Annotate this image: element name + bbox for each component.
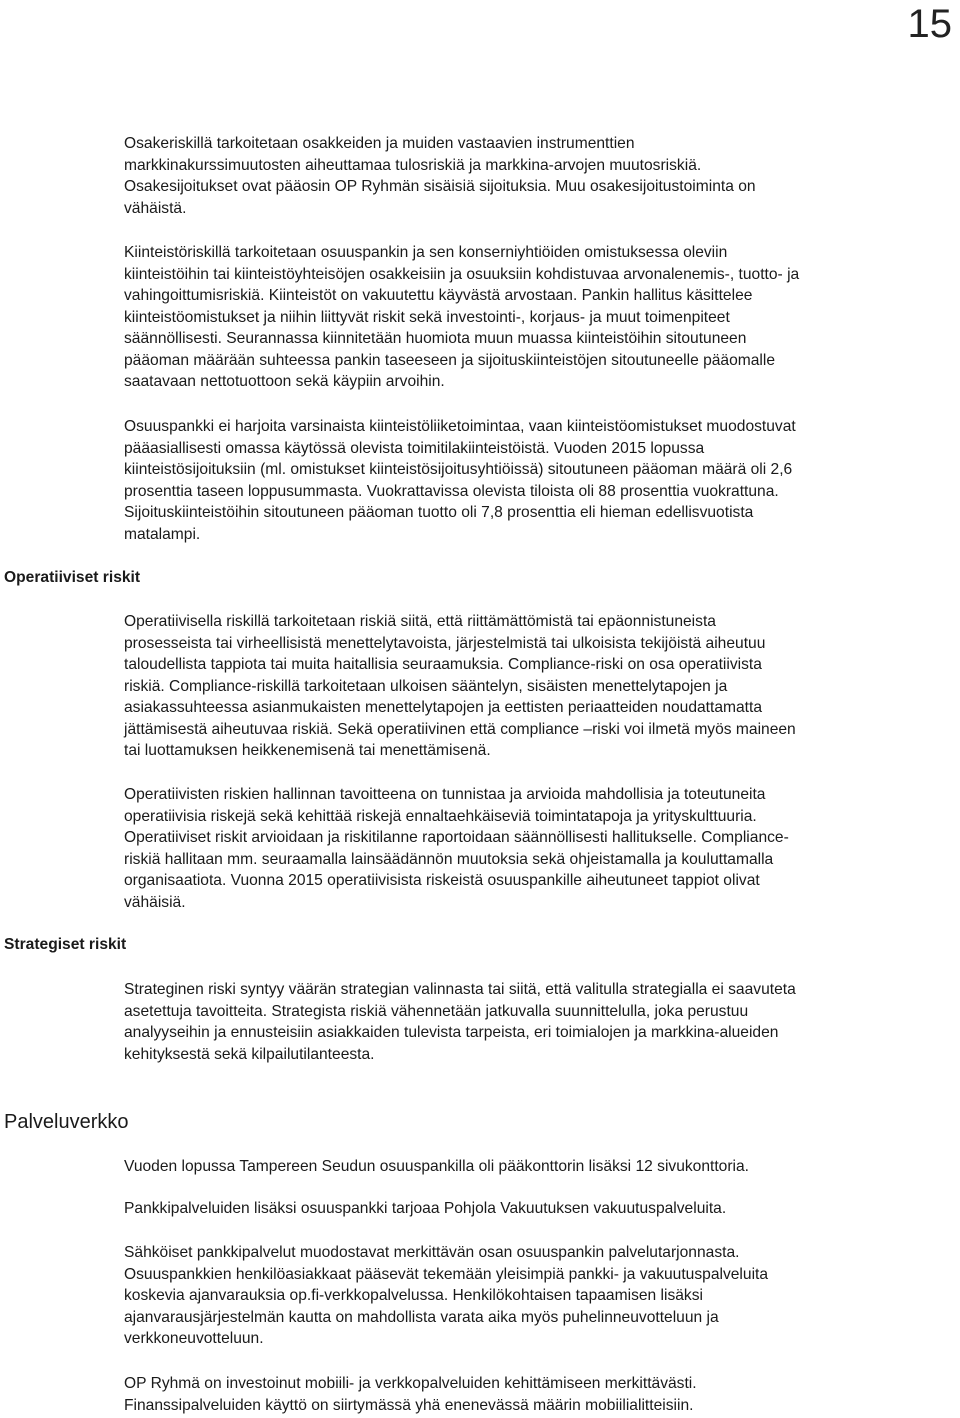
- strategic-risks-heading: Strategiset riskit: [4, 936, 127, 953]
- real-estate-risk-paragraph: Kiinteistöriskillä tarkoitetaan osuuspankin ja sen konserniyhtiöiden omistuksessa oleviin kiinteistöihin tai kiinteistöyhteisöjen osakkeisiin ja osuuksiin kohdistuvaa arvonalenemis-, tuotto- ja vahingoittumisriskiä. Kiinteistöt on vakuutettu käyvästä arvostaan. Pankin hallitus käsittelee kiinteistöomistukset ja niihin liittyvät riskit sekä investointi-, korjaus- ja muut toimenpiteet säännöllisesti. Seurannassa kiinnitetään huomiota muun muassa kiinteistöihin sitoutuneen pääoman määrään suhteessa pankin taseeseen ja sijoituskiinteistöjen sitoutuneelle pääomalle saatavaan nettotuottoon sekä käypiin arvoihin.: [124, 244, 800, 390]
- branches-paragraph: Vuoden lopussa Tampereen Seudun osuuspankilla oli pääkonttorin lisäksi 12 sivukonttoria.: [124, 1158, 750, 1175]
- electronic-services-paragraph: Sähköiset pankkipalvelut muodostavat merkittävän osan osuuspankin palvelutarjonnasta. Osuuspankkien henkilöasiakkaat pääsevät tekemään yleisimpiä pankki- ja vakuutuspalveluita koskevia ajanvarauksia op.fi-verkkopalvelussa. Henkilökohtaisen tapaamisen lisäksi ajanvarausjärjestelmän kautta on mahdollista varata aika myös puhelinneuvotteluun ja verkkoneuvotteluun.: [124, 1244, 769, 1347]
- page-number: 15: [907, 2, 952, 46]
- insurance-services-paragraph: Pankkipalveluiden lisäksi osuuspankki tarjoaa Pohjola Vakuutuksen vakuutuspalveluita.: [124, 1200, 727, 1217]
- operational-risk-definition-paragraph: Operatiivisella riskillä tarkoitetaan riskiä siitä, että riittämättömistä tai epäonnistuneista prosesseista tai virheellisistä menettelytavoista, järjestelmistä tai ulkoisista tekijöistä aiheutuu taloudellista tappiota tai muita haitallisia seuraamuksia. Compliance-riski on osa operatiivista riskiä. Compliance-riskillä tarkoitetaan ulkoisen sääntelyn, sisäisten menettelytapojen ja asiakassuhteessa asianmukaisten menettelytapojen ja eettisten periaatteiden noudattamatta jättämisestä aiheutuvaa riskiä. Sekä operatiivinen että compliance –riski voi ilmetä myös maineen tai luottamuksen heikkenemisenä tai menettämisenä.: [124, 613, 796, 759]
- mobile-services-paragraph: OP Ryhmä on investoinut mobiili- ja verkkopalveluiden kehittämiseen merkittävästi. Finanssipalveluiden käyttö on siirtymässä yhä enenevässä määrin mobiilialitteisiin.: [124, 1375, 697, 1414]
- real-estate-business-paragraph: Osuuspankki ei harjoita varsinaista kiinteistöliiketoimintaa, vaan kiinteistöomistukset muodostuvat pääasiallisesti omassa käytössä olevista toimitilakiinteistöistä. Vuoden 2015 lopussa kiinteistösijoituksiin (ml. omistukset kiinteistösijoitusyhtiöissä) sitoutuneen pääoman määrä oli 2,6 prosenttia taseen loppusummasta. Vuokrattavissa olevista tiloista oli 88 prosenttia vuokrattuna. Sijoituskiinteistöihin sitoutuneen pääoman tuotto oli 7,8 prosenttia eli hieman edellisvuotista matalampi.: [124, 418, 796, 543]
- service-network-heading: Palveluverkko: [4, 1111, 129, 1133]
- operational-risk-management-paragraph: Operatiivisten riskien hallinnan tavoitteena on tunnistaa ja arvioida mahdollisia ja toteutuneita operatiivisia riskejä sekä kehittää riskejä ennaltaehkäiseviä toimintatapoja ja yrityskulttuuria. Operatiiviset riskit arvioidaan ja riskitilanne raportoidaan säännöllisesti hallitukselle. Compliance- riskiä hallitaan mm. seuraamalla lainsäädännön muutoksia sekä ohjeistamalla ja kouluttamalla organisaatiota. Vuonna 2015 operatiivisista riskeistä osuuspankille aiheutuneet tappiot olivat vähäisiä.: [124, 786, 789, 911]
- operational-risks-heading: Operatiiviset riskit: [4, 569, 141, 586]
- strategic-risk-paragraph: Strateginen riski syntyy väärän strategian valinnasta tai siitä, että valitulla strategialla ei saavuteta asetettuja tavoitteita. Strategista riskiä vähennetään jatkuvalla suunnittelulla, joka perustuu analyyseihin ja ennusteisiin asiakkaiden tulevista tarpeista, eri toimialojen ja markkina-alueiden kehityksestä sekä kilpailutilanteesta.: [124, 981, 796, 1063]
- equity-risk-paragraph: Osakeriskillä tarkoitetaan osakkeiden ja muiden vastaavien instrumenttien markkinakurssimuutosten aiheuttamaa tulosriskiä ja markkina-arvojen muutosriskiä. Osakesijoitukset ovat pääosin OP Ryhmän sisäisiä sijoituksia. Muu osakesijoitustoiminta on vähäistä.: [124, 135, 756, 217]
